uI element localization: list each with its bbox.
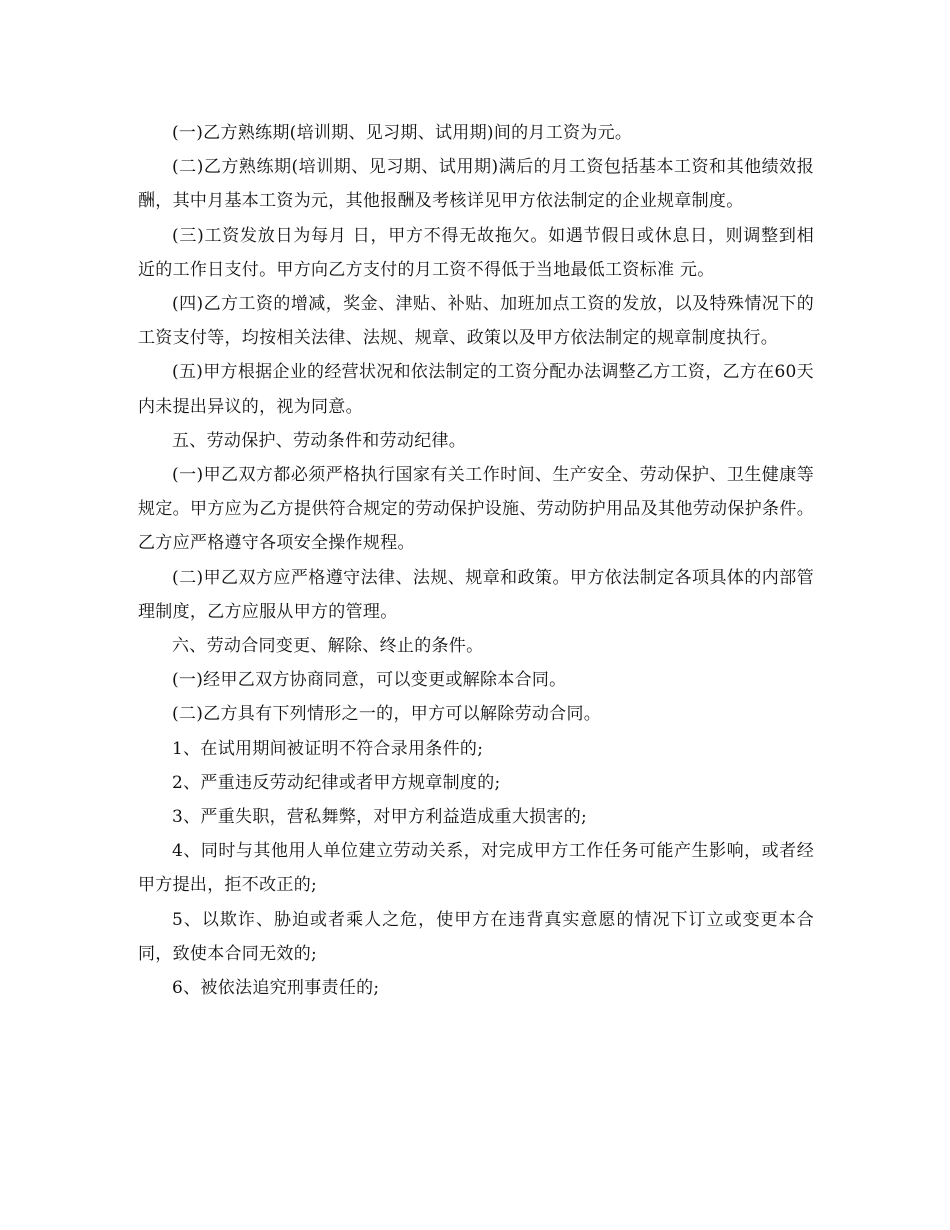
- paragraph-wage-adjustments: (四)乙方工资的增减，奖金、津贴、补贴、加班加点工资的发放，以及特殊情况下的工资支付等，均按相关法律、法规、规章、政策以及甲方依法制定的规章制度执行。: [138, 294, 814, 349]
- section-heading-labor-protection: 五、劳动保护、劳动条件和劳动纪律。: [172, 430, 467, 451]
- list-item-condition-3: 3、严重失职，营私舞弊，对甲方利益造成重大损害的;: [172, 807, 588, 828]
- paragraph-wage-change-objection: (五)甲方根据企业的经营状况和依法制定的工资分配办法调整乙方工资，乙方在60天内未提出异议的，视为同意。: [138, 362, 814, 417]
- list-item-condition-1: 1、在试用期间被证明不符合录用条件的;: [172, 738, 484, 759]
- paragraph-management-rules: (二)甲乙双方应严格遵守法律、法规、规章和政策。甲方依法制定各项具体的内部管理制度，乙方应服从甲方的管理。: [138, 567, 814, 622]
- paragraph-termination-conditions: (二)乙方具有下列情形之一的，甲方可以解除劳动合同。: [172, 704, 602, 725]
- section-heading-contract-changes: 六、劳动合同变更、解除、终止的条件。: [172, 636, 484, 657]
- paragraph-mutual-agreement: (一)经甲乙双方协商同意，可以变更或解除本合同。: [172, 670, 567, 691]
- paragraph-pay-day: (三)工资发放日为每月 日，甲方不得无故拖欠。如遇节假日或休息日，则调整到相近的工作日支付。甲方向乙方支付的月工资不得低于当地最低工资标准 元。: [138, 225, 814, 280]
- document-body: [138, 116, 814, 1005]
- paragraph-post-trial-wage: (二)乙方熟练期(培训期、见习期、试用期)满后的月工资包括基本工资和其他绩效报酬，其中月基本工资为元，其他报酬及考核详见甲方依法制定的企业规章制度。: [138, 157, 814, 212]
- paragraph-safety-rules: (一)甲乙双方都必须严格执行国家有关工作时间、生产安全、劳动保护、卫生健康等规定。甲方应为乙方提供符合规定的劳动保护设施、劳动防护用品及其他劳动保护条件。乙方应严格遵守各项安全操作规程。: [138, 465, 814, 554]
- paragraph-trial-period-wage: (一)乙方熟练期(培训期、见习期、试用期)间的月工资为元。: [172, 123, 633, 143]
- list-item-condition-5: 5、以欺诈、胁迫或者乘人之危，使甲方在违背真实意愿的情况下订立或变更本合同，致使本合同无效的;: [138, 909, 814, 964]
- list-item-condition-4: 4、同时与其他用人单位建立劳动关系，对完成甲方工作任务可能产生影响，或者经甲方提出，拒不改正的;: [138, 841, 814, 896]
- list-item-condition-6: 6、被依法追究刑事责任的;: [172, 978, 380, 999]
- list-item-condition-2: 2、严重违反劳动纪律或者甲方规章制度的;: [172, 772, 501, 793]
